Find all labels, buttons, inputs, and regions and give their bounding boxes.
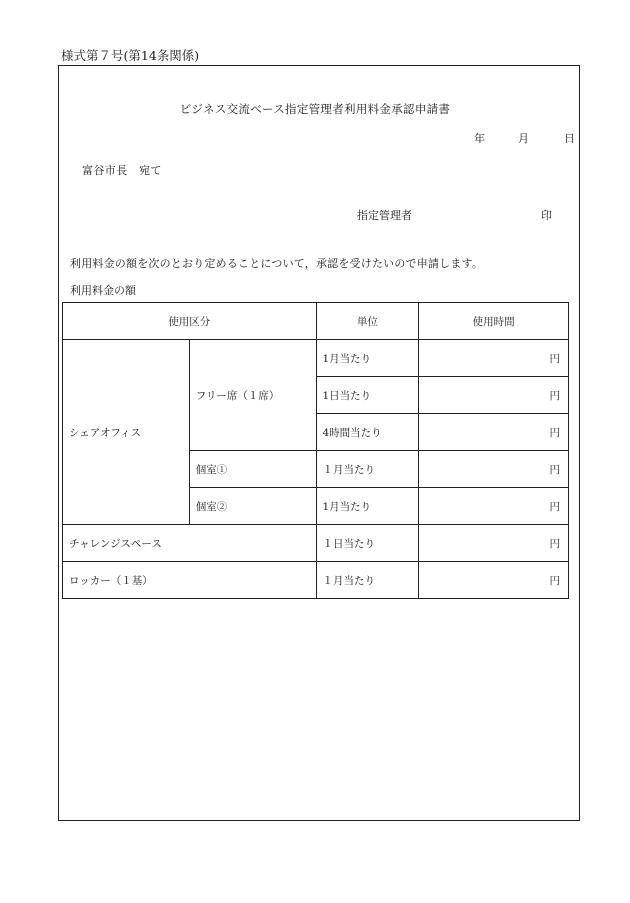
header-category: 使用区分 (63, 303, 317, 340)
applicant-label: 指定管理者 (357, 209, 412, 222)
unit-cell: １月当たり (316, 451, 419, 488)
unit-cell: 1月当たり (316, 488, 419, 525)
date-year-label: 年 (474, 132, 485, 145)
form-number: 様式第７号(第14条関係) (61, 48, 200, 63)
price-cell: 円 (419, 562, 569, 599)
unit-cell: １月当たり (316, 562, 419, 599)
table-row (63, 562, 569, 599)
price-cell: 円 (419, 340, 569, 377)
document-title: ビジネス交流ベース指定管理者利用料金承認申請書 (179, 102, 451, 116)
header-usage-time: 使用時間 (419, 303, 569, 340)
unit-cell: １日当たり (316, 525, 419, 562)
private-room-2-label: 個室② (189, 488, 316, 525)
table-row (63, 525, 569, 562)
unit-cell: 1月当たり (316, 340, 419, 377)
unit-cell: 4時間当たり (316, 414, 419, 451)
header-unit: 単位 (316, 303, 419, 340)
unit-cell: 1日当たり (316, 377, 419, 414)
price-cell: 円 (419, 377, 569, 414)
price-cell: 円 (419, 414, 569, 451)
date-month-label: 月 (518, 132, 529, 145)
addressee: 富谷市長 宛て (82, 164, 162, 177)
seal-mark: 印 (541, 209, 552, 222)
price-cell: 円 (419, 451, 569, 488)
price-cell: 円 (419, 488, 569, 525)
date-day-label: 日 (564, 132, 575, 145)
price-cell: 円 (419, 525, 569, 562)
share-office-label: シェアオフィス (63, 340, 190, 525)
challenge-space-label: チャレンジスペース (63, 525, 317, 562)
fee-table (62, 302, 569, 599)
application-statement: 利用料金の額を次のとおり定めることについて，承認を受けたいので申請します。 (70, 257, 484, 270)
private-room-1-label: 個室① (189, 451, 316, 488)
free-seat-label: フリー席（１席） (189, 340, 316, 451)
fee-section-label: 利用料金の額 (70, 284, 136, 297)
table-header-row (63, 303, 569, 340)
locker-label: ロッカー（１基） (63, 562, 317, 599)
table-row (63, 340, 569, 377)
